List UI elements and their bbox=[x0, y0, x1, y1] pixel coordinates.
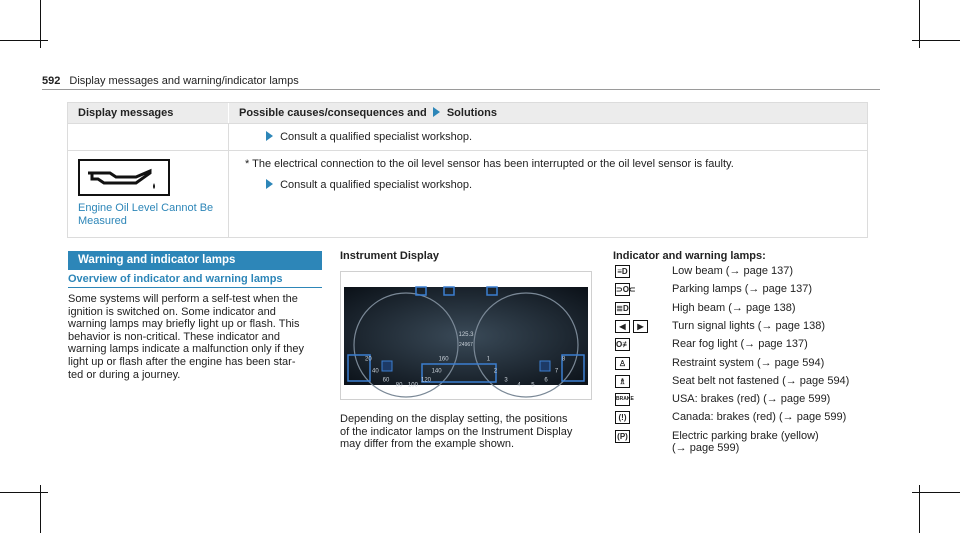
oil-level-message-line1: Engine Oil Level Cannot Be bbox=[78, 202, 214, 214]
paragraph-line: Some systems will perform a self-test when the bbox=[68, 293, 298, 305]
col-header-causes-label: Possible causes/consequences and bbox=[239, 107, 427, 119]
paragraph-line: warning lamps indicate a malfunction only if they bbox=[68, 343, 305, 356]
instrument-cluster-image bbox=[340, 271, 592, 400]
gauge-tick-label: 2 bbox=[493, 368, 498, 375]
gauge-tick-label: 160 bbox=[438, 356, 449, 363]
lamp-description: Low beam (→ page 137) bbox=[672, 265, 794, 277]
solution-line bbox=[239, 178, 867, 193]
gauge-tick-label: 3 bbox=[504, 377, 508, 384]
parking-brake-icon: (P) bbox=[615, 430, 630, 443]
lamp-description: Seat belt not fastened (→ page 594) bbox=[672, 374, 850, 387]
trip-readout: 125.3 bbox=[458, 332, 474, 338]
arrow-icon bbox=[433, 107, 440, 117]
gauge-tick-label: 4 bbox=[517, 382, 521, 389]
instrument-display-section bbox=[340, 250, 594, 451]
gauge-tick-label: 80 bbox=[395, 382, 403, 389]
lamp-description: Restraint system (→ page 594) bbox=[672, 356, 825, 369]
turn-signal-icon: ◀ bbox=[615, 320, 630, 333]
paragraph-line: ted or during a journey. bbox=[68, 368, 181, 381]
lamp-description: Turn signal lights (→ page 138) bbox=[672, 319, 826, 332]
table-row bbox=[68, 123, 867, 150]
cause-text: * The electrical connection to the oil level sensor has been interrupted or the oil level sensor is faulty. bbox=[245, 158, 734, 170]
high-beam-icon: ≣D bbox=[616, 303, 629, 313]
odometer-readout: 24967 bbox=[459, 342, 473, 348]
instrument-cluster-graphic bbox=[344, 287, 588, 389]
lamp-description: High beam (→ page 138) bbox=[672, 301, 796, 314]
solution-line bbox=[239, 130, 867, 145]
turn-signal-icon: ▶ bbox=[633, 320, 648, 333]
arrow-icon bbox=[266, 131, 273, 141]
crop-mark bbox=[912, 492, 960, 493]
gauge-tick-label: 7 bbox=[554, 368, 559, 375]
gauge-tick-label: 6 bbox=[544, 377, 548, 384]
restraint-icon: ♙ bbox=[615, 357, 630, 370]
instrument-display-title: Instrument Display bbox=[340, 250, 440, 262]
gauge-tick-label: 20 bbox=[365, 356, 372, 363]
gauge-tick-label: 100 bbox=[407, 382, 418, 389]
page-number: 592 bbox=[42, 75, 61, 87]
paragraph-line: behavior is non-critical. These indicator and bbox=[68, 330, 280, 343]
caption-line: Depending on the display setting, the positions bbox=[340, 413, 568, 425]
display-messages-table bbox=[67, 102, 868, 238]
caption-line: may differ from the example shown. bbox=[340, 438, 515, 451]
gauge-tick-label: 8 bbox=[561, 356, 566, 363]
gauge-tick-label: 40 bbox=[372, 368, 379, 375]
low-beam-icon: ≡D bbox=[615, 265, 630, 278]
brake-canada-icon: (!) bbox=[615, 411, 630, 424]
lamp-description: USA: brakes (red) (→ page 599) bbox=[672, 393, 831, 406]
gauge-tick-label: 1 bbox=[486, 356, 491, 363]
page-title: Display messages and warning/indicator lamps bbox=[69, 75, 299, 87]
parking-lamps-icon: ⊃O⊂ bbox=[616, 285, 636, 295]
lamp-description: Parking lamps (→ page 137) bbox=[672, 283, 813, 296]
paragraph-line: light up or flash after the engine has been star- bbox=[68, 355, 296, 368]
gauge-tick-label: 60 bbox=[382, 377, 390, 384]
brake-usa-icon: BRAKE bbox=[615, 393, 630, 406]
oil-level-message-line2: Measured bbox=[78, 215, 127, 227]
col-header-display-messages: Display messages bbox=[68, 103, 229, 123]
gauge-tick-label: 140 bbox=[431, 368, 442, 375]
subheading-rule bbox=[68, 287, 322, 288]
intro-paragraph bbox=[68, 293, 326, 381]
col-header-causes bbox=[229, 103, 867, 123]
solution-text: Consult a qualified specialist workshop. bbox=[280, 131, 473, 143]
oil-level-sensor-icon bbox=[78, 159, 170, 196]
table-header bbox=[68, 103, 867, 123]
gauge-tick-label: 120 bbox=[420, 377, 432, 384]
caption-line: of the indicator lamps on the Instrument Display bbox=[340, 425, 573, 438]
lamp-description: Canada: brakes (red) (→ page 599) bbox=[672, 411, 847, 424]
rear-fog-icon: O≢ bbox=[616, 340, 631, 350]
crop-mark bbox=[0, 40, 48, 41]
lamp-description: Rear fog light (→ page 137) bbox=[672, 338, 808, 351]
crop-mark bbox=[0, 492, 48, 493]
table-row bbox=[68, 150, 867, 237]
crop-mark bbox=[912, 40, 960, 41]
solution-text: Consult a qualified specialist workshop. bbox=[280, 179, 473, 191]
col-header-solutions-label: Solutions bbox=[446, 107, 497, 119]
gauge-tick-label: 5 bbox=[531, 382, 535, 389]
paragraph-line: ignition is switched on. Some indicator and bbox=[68, 305, 276, 318]
instrument-caption bbox=[340, 413, 594, 451]
arrow-icon bbox=[266, 179, 273, 189]
header-divider bbox=[42, 89, 880, 90]
lamps-section bbox=[613, 250, 873, 455]
lamp-description: (→ page 599) bbox=[672, 442, 740, 455]
lamps-title: Indicator and warning lamps: bbox=[613, 250, 766, 262]
seat-belt-icon: ♗ bbox=[615, 375, 630, 388]
section-heading: Warning and indicator lamps bbox=[68, 251, 322, 270]
paragraph-line: warning lamps may briefly light up or flash. This bbox=[68, 318, 300, 331]
lamp-description: Electric parking brake (yellow) bbox=[672, 429, 819, 442]
page-header bbox=[42, 75, 299, 87]
section-subheading: Overview of indicator and warning lamps bbox=[68, 273, 283, 285]
